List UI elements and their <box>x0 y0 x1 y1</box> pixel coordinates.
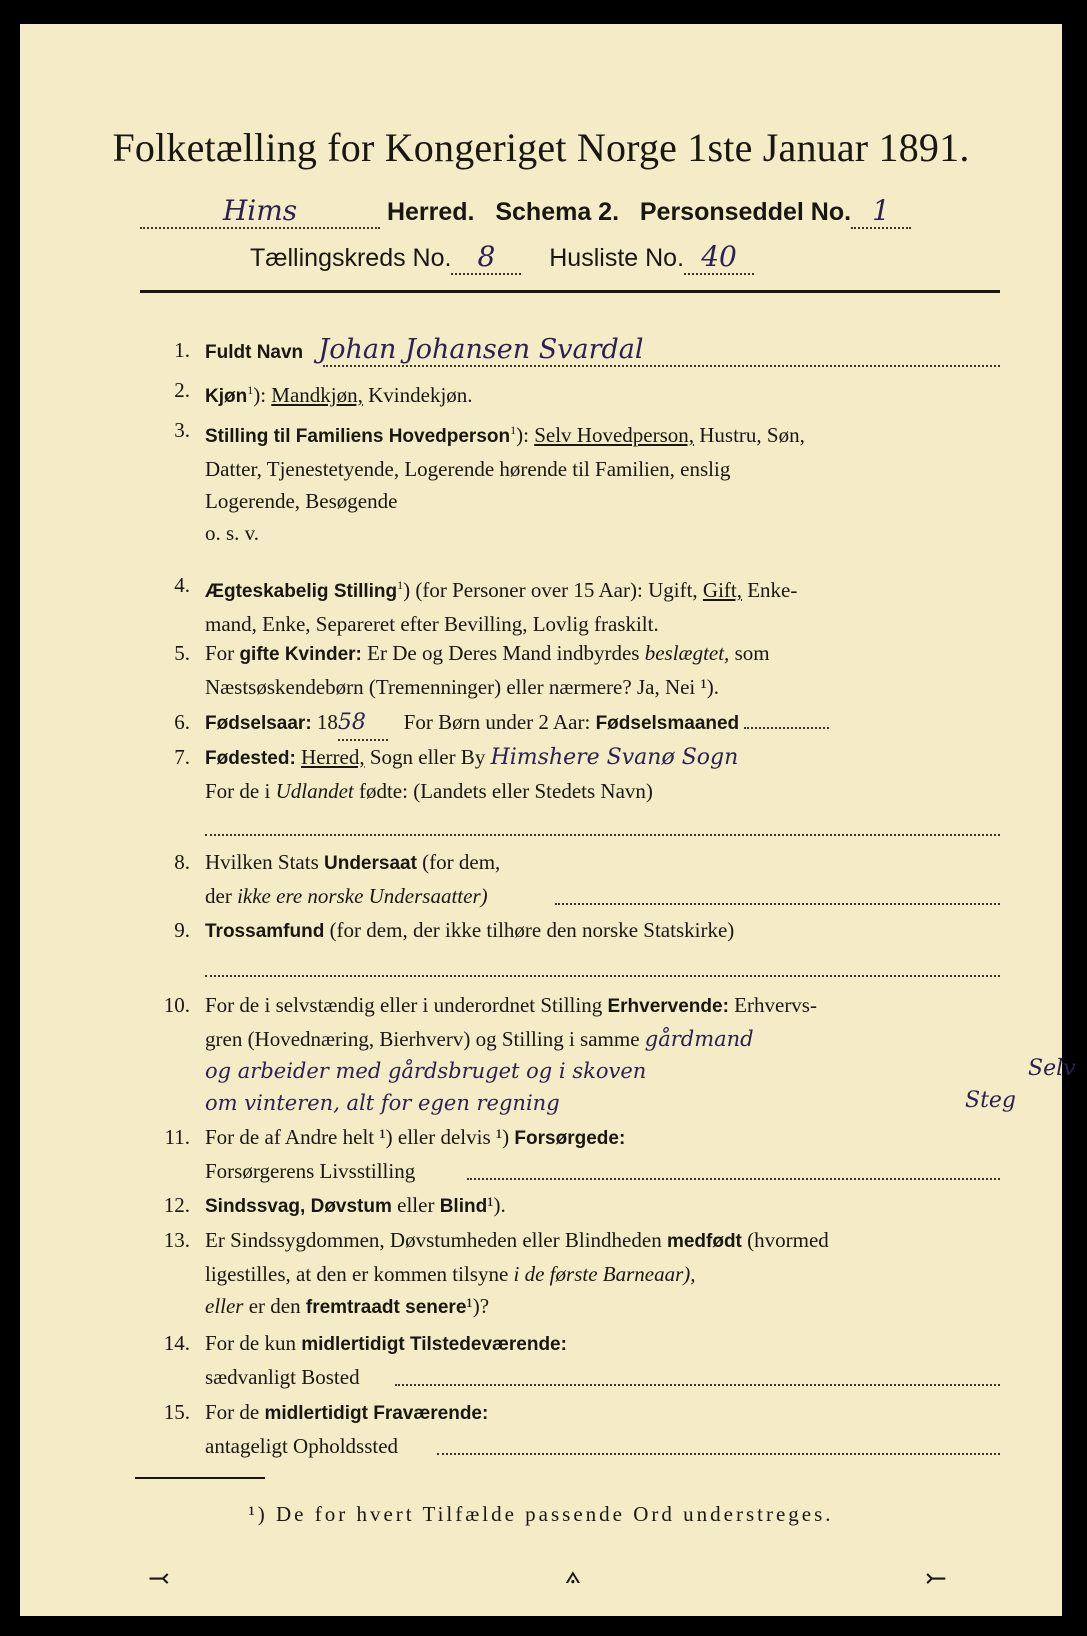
item-text: Er De og Deres Mand indbyrdes <box>367 641 640 665</box>
item-text: Udlandet <box>275 779 354 803</box>
form-title: Folketælling for Kongeriget Norge 1ste Januar 1891. <box>112 125 970 170</box>
fill-line <box>437 1452 1000 1455</box>
census-form-page <box>20 24 1076 1616</box>
item-text: ) (for Personer over 15 Aar): Ugift, <box>403 578 698 602</box>
item-label: Undersaat <box>324 853 417 874</box>
herred-label: Herred. <box>386 198 475 226</box>
item-1 <box>140 334 1000 368</box>
occupation-value-3: om vinteren, alt for egen regning <box>205 1091 560 1115</box>
registration-mark-right: ⤚ <box>925 1564 947 1594</box>
birthplace-value: Himshere Svanø Sogn <box>490 745 739 770</box>
item-text: ligestilles, at den er kommen tilsyne <box>205 1262 509 1286</box>
item-text: Logerende, Besøgende <box>205 489 398 513</box>
footnote: ¹) De for hvert Tilfælde passende Ord understreges. <box>248 1502 834 1526</box>
item-number: 10. <box>163 993 190 1017</box>
item-text: som <box>734 641 770 665</box>
item-text: fødte: (Landets eller Stedets Navn) <box>358 779 653 803</box>
option-selv-hovedperson: Selv Hovedperson, <box>534 423 694 447</box>
item-label: Fødselsaar: <box>205 713 312 734</box>
item-text: Hustru, Søn, <box>699 423 805 447</box>
item-number: 1. <box>174 338 190 362</box>
item-number: 14. <box>163 1331 190 1355</box>
header-line-taellingskreds <box>250 240 950 275</box>
item-text: ikke ere norske Undersaatter) <box>237 884 488 908</box>
taellingskreds-no: 8 <box>477 240 496 273</box>
item-number: 5. <box>174 641 190 665</box>
item-text: 18 <box>316 710 338 734</box>
fill-line <box>467 1177 1000 1180</box>
item-number: 4. <box>174 573 190 597</box>
item-text: gren (Hovednæring, Bierhverv) og Stilling i samme <box>205 1027 640 1051</box>
item-label: Erhvervende: <box>607 996 729 1017</box>
item-text: eller <box>205 1294 244 1318</box>
item-number: 7. <box>174 745 190 769</box>
item-number: 12. <box>163 1193 190 1217</box>
item-number: 8. <box>174 850 190 874</box>
header-line-herred <box>140 194 1000 229</box>
husliste-label: Husliste No. <box>549 244 685 272</box>
item-text: For Børn under 2 Aar: <box>403 710 591 734</box>
item-text: Forsørgerens Livsstilling <box>205 1159 416 1183</box>
item-label: Trossamfund <box>205 921 325 942</box>
footnote-ref: 1 <box>247 383 254 397</box>
item-text: Enke- <box>747 578 798 602</box>
item-text: For de i <box>205 779 271 803</box>
registration-mark-left: ⤙ <box>148 1564 170 1594</box>
item-text: antageligt Opholdssted <box>205 1434 399 1458</box>
item-text: Erhvervs- <box>734 993 817 1017</box>
occupation-value-1: gårdmand <box>644 1027 754 1051</box>
footnote-ref: 1 <box>397 578 404 592</box>
personseddel-label: Personseddel No. <box>639 198 852 226</box>
item-text: (for dem, der ikke tilhøre den norske Statskirke) <box>329 918 735 942</box>
item-label: Ægteskabelig Stilling <box>205 581 398 602</box>
schema-label: Schema 2. <box>495 198 620 226</box>
item-label: Fødselsmaaned <box>595 713 740 734</box>
item-text: ): <box>516 423 529 447</box>
item-text: mand, Enke, Separeret efter Bevilling, Lovlig fraskilt. <box>205 612 659 636</box>
fill-line <box>323 364 1000 367</box>
item-text: Hvilken Stats <box>205 850 319 874</box>
fill-line <box>555 902 1000 905</box>
item-text: Er Sindssygdommen, Døvstumheden eller Blindheden <box>205 1228 662 1252</box>
item-label: midlertidigt Tilstedeværende: <box>301 1334 567 1355</box>
item-text: beslægtet, <box>644 641 730 665</box>
header-divider <box>140 290 1000 293</box>
item-text: Datter, Tjenestetyende, Logerende hørende til Familien, enslig <box>205 457 731 481</box>
item-label: Stilling til Familiens Hovedperson <box>205 426 511 447</box>
item-text: For de kun <box>205 1331 296 1355</box>
item-label: midlertidigt Fraværende: <box>264 1403 489 1424</box>
full-name-value: Johan Johansen Svardal <box>318 334 644 365</box>
option-mandkjon: Mandkjøn, <box>271 383 363 407</box>
item-text: (for dem, <box>422 850 501 874</box>
herred-name: Hims <box>222 194 298 227</box>
registration-mark-center: ⟑ <box>565 1560 581 1590</box>
personseddel-no: 1 <box>872 194 890 227</box>
item-label: medfødt <box>666 1231 742 1252</box>
item-text: For <box>205 641 235 665</box>
item-label: Blind <box>439 1196 488 1217</box>
item-text: ¹)? <box>466 1294 490 1318</box>
item-text: For de i selvstændig eller i underordnet Stilling <box>205 993 603 1017</box>
footnote-ref: 1 <box>510 423 517 437</box>
option-gift: Gift, <box>702 578 742 602</box>
item-text: sædvanligt Bosted <box>205 1365 360 1389</box>
item-text: (hvormed <box>747 1228 829 1252</box>
item-text: Sogn eller By <box>369 745 486 769</box>
option-herred: Herred, <box>301 745 365 769</box>
husliste-no: 40 <box>701 240 737 273</box>
fill-line <box>395 1383 1000 1386</box>
margin-note-steg: Steg <box>965 1088 1017 1113</box>
item-number: 2. <box>174 378 190 402</box>
item-text: For de af Andre helt ¹) eller delvis ¹) <box>205 1125 510 1149</box>
option-kvindekjon: Kvindekjøn. <box>368 383 473 407</box>
fill-line <box>205 833 1000 836</box>
occupation-value-2: og arbeider med gårdsbruget og i skoven <box>205 1059 647 1083</box>
item-text: o. s. v. <box>205 521 260 545</box>
taellingskreds-label: Tællingskreds No. <box>250 244 452 272</box>
item-text: der <box>205 884 232 908</box>
item-label: fremtraadt senere <box>305 1297 467 1318</box>
item-label: Fuldt Navn <box>205 342 304 363</box>
item-text: eller <box>397 1193 435 1217</box>
item-text: ¹). <box>487 1193 506 1217</box>
item-label: Sindssvag, Døvstum <box>205 1196 392 1217</box>
item-text: ): <box>253 383 267 407</box>
item-label: gifte Kvinder: <box>239 644 362 665</box>
item-text: For de <box>205 1400 260 1424</box>
footnote-divider <box>135 1477 265 1479</box>
item-text: i de første Barneaar), <box>513 1262 696 1286</box>
item-number: 13. <box>163 1228 190 1252</box>
fill-line <box>205 974 1000 977</box>
item-number: 11. <box>164 1125 190 1149</box>
item-number: 9. <box>174 918 190 942</box>
item-label: Kjøn <box>205 386 248 407</box>
item-label: Forsørgede: <box>514 1128 626 1149</box>
item-text: Næstsøskendebørn (Tremenninger) eller nærmere? Ja, Nei ¹). <box>205 675 720 699</box>
item-text: er den <box>248 1294 301 1318</box>
margin-note-selv: Selv <box>1028 1056 1076 1081</box>
birth-year-value: 58 <box>337 710 366 735</box>
item-number: 3. <box>174 418 190 442</box>
item-number: 15. <box>163 1400 190 1424</box>
item-number: 6. <box>174 710 190 734</box>
item-label: Fødested: <box>205 748 296 769</box>
